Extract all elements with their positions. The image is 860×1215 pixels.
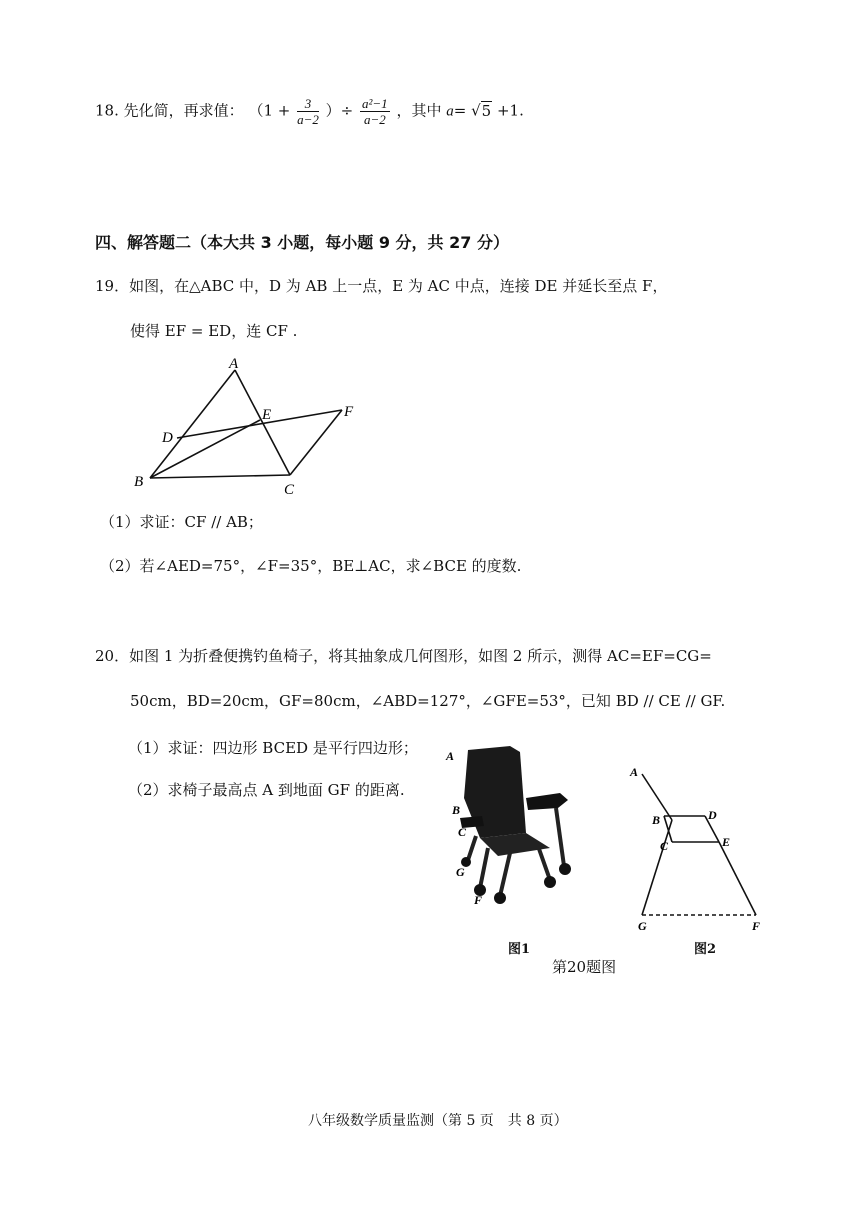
equals-sign: = [453,101,472,120]
fig1-label-f: F [474,893,483,907]
question-20-part-2: （2）求椅子最高点 A 到地面 GF 的距离. [128,781,405,799]
page-footer: 八年级数学质量监测（第 5 页 共 8 页） [308,1113,568,1129]
question-19-part-1: （1）求证：CF // AB； [100,513,263,531]
sqrt-argument: 5 [481,101,492,120]
expression-open: （1 + [248,101,296,120]
label-a: A [229,356,239,372]
fraction-a2-minus-1 [360,96,390,127]
chair-geometry-figure [622,760,762,935]
fig2-label-c: C [660,839,669,853]
label-f: F [344,404,354,420]
fraction-numerator: 3 [297,96,319,112]
chair-drawing [460,746,571,904]
question-19-line-1: 19．如图，在△ABC 中，D 为 AB 上一点，E 为 AC 中点，连接 DE 并延长至点 F， [95,277,668,295]
fig2-label-a: A [630,765,639,779]
figure-2-caption: 图2 [694,942,717,957]
q19-triangle-figure [130,350,370,500]
question-20-line-1: 20．如图 1 为折叠便携钓鱼椅子，将其抽象成几何图形，如图 2 所示，测得 AC=EF=CG= [95,647,712,665]
fig1-label-b: B [452,803,461,817]
sqrt-sign: √ [471,101,481,120]
label-e: E [262,407,272,423]
figure-title: 第20题图 [552,958,617,976]
fraction-numerator: a²−1 [362,96,388,111]
label-b: B [134,474,144,490]
variable-a: a [446,103,454,120]
fraction-denominator: a−2 [363,112,386,127]
question-19-part-2: （2）若∠AED=75°，∠F=35°，BE⊥AC，求∠BCE 的度数. [100,557,522,575]
fig2-label-e: E [722,835,731,849]
fig1-label-a: A [446,749,455,763]
label-d: D [162,430,173,446]
fig2-label-f: F [752,919,761,933]
condition-prefix: ，其中 [396,101,447,120]
fig1-label-g: G [456,865,465,879]
question-18 [95,96,524,127]
question-20-line-2: 50cm，BD=20cm，GF=80cm，∠ABD=127°，∠GFE=53°，已知 BD // CE // GF. [130,692,726,710]
question-number: 18. [95,101,119,120]
section-heading: 四、解答题二（本大共 3 小题，每小题 9 分，共 27 分） [95,233,509,252]
condition-suffix: +1. [492,101,524,120]
question-prompt: 先化简，再求值： [123,101,244,120]
fig2-label-b: B [652,813,661,827]
fig1-label-c: C [458,825,467,839]
figure-1-caption: 图1 [508,942,531,957]
fraction-3-over-a-minus-2 [297,96,319,127]
label-c: C [284,482,295,498]
question-19-line-2: 使得 EF = ED，连 CF . [130,322,298,340]
question-20-part-1: （1）求证：四边形 BCED 是平行四边形； [128,739,418,757]
expression-divide: ）÷ [325,101,354,120]
fraction-denominator: a−2 [297,112,319,127]
fig2-label-d: D [708,808,717,822]
chair-photo-figure [440,738,590,913]
fig2-label-g: G [638,919,647,933]
